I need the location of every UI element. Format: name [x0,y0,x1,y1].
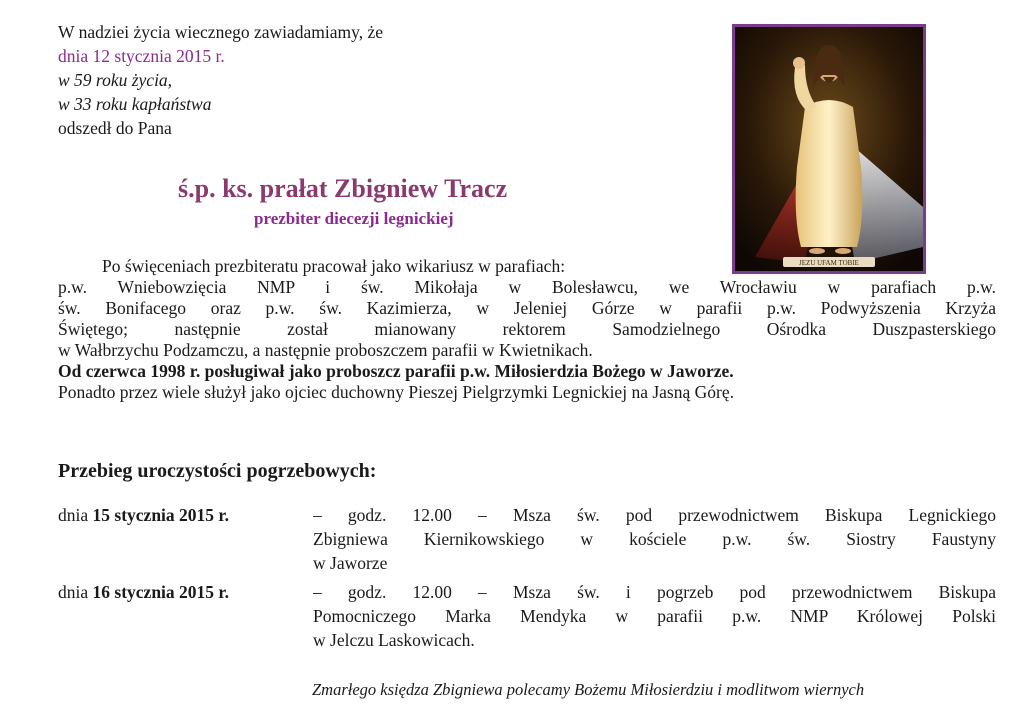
event-date [58,580,229,604]
event-line: – godz. 12.00 – Msza św. i pogrzeb pod przewodnictwem Biskupa [313,582,996,602]
biography-line: Po święceniach prezbiteratu pracował jako wikariusz w parafiach: [102,256,566,276]
death-date: dnia 12 stycznia 2015 r. [58,46,225,66]
event-date-prefix: dnia [58,582,93,602]
closing-note: Zmarłego księdza Zbigniewa polecamy Bożemu Miłosierdziu i modlitwom wiernych [312,680,865,699]
deceased-name: ś.p. ks. prałat Zbigniew Tracz [178,174,508,203]
announcement-intro [58,20,383,140]
divine-mercy-icon [735,27,923,271]
biography-line: św. Bonifacego oraz p.w. św. Kazimierza, w Jeleniej Górze w parafii p.w. Podwyższenia Krzyża [58,298,996,318]
event-date-prefix: dnia [58,505,93,525]
intro-line: W nadziei życia wiecznego zawiadamiamy, że [58,22,384,42]
age-line: w 59 roku życia, [58,70,173,90]
divine-mercy-portrait [732,24,926,274]
event-line: Zbigniewa Kiernikowskiego w kościele p.w. św. Siostry Faustyny [313,529,996,549]
event-date-value: 16 stycznia 2015 r. [92,582,229,602]
biography-line: Ponadto przez wiele służył jako ojciec duchowny Pieszej Pielgrzymki Legnickiej na Jasną Górę. [58,382,734,402]
biography-line: p.w. Wniebowzięcia NMP i św. Mikołaja w Bolesławcu, we Wrocławiu w parafiach p.w. [58,277,996,297]
deceased-subtitle: prezbiter diecezji legnickiej [254,209,454,228]
biography-line: w Wałbrzychu Podzamczu, a następnie proboszczem parafii w Kwietnikach. [58,340,593,360]
event-description [313,503,996,575]
event-line: Pomocniczego Marka Mendyka w parafii p.w. NMP Królowej Polski [313,606,996,626]
portrait-banner-text: JEZU UFAM TOBIE [799,259,859,267]
priesthood-years-line: w 33 roku kapłaństwa [58,94,212,114]
biography-highlight: Od czerwca 1998 r. posługiwał jako proboszcz parafii p.w. Miłosierdzia Bożego w Jaworze. [58,361,734,381]
biography [58,256,996,403]
biography-line: Świętego; następnie został mianowany rektorem Samodzielnego Ośrodka Duszpasterskiego [58,319,996,339]
schedule-event [58,580,996,652]
event-date-value: 15 stycznia 2015 r. [92,505,229,525]
event-line: w Jaworze [313,553,388,573]
event-date [58,503,229,527]
schedule-event [58,503,996,575]
event-line: w Jelczu Laskowicach. [313,630,475,650]
schedule-heading: Przebieg uroczystości pogrzebowych: [58,460,377,482]
passed-away-line: odszedł do Pana [58,118,172,138]
event-line: – godz. 12.00 – Msza św. pod przewodnictwem Biskupa Legnickiego [313,505,996,525]
event-description [313,580,996,652]
